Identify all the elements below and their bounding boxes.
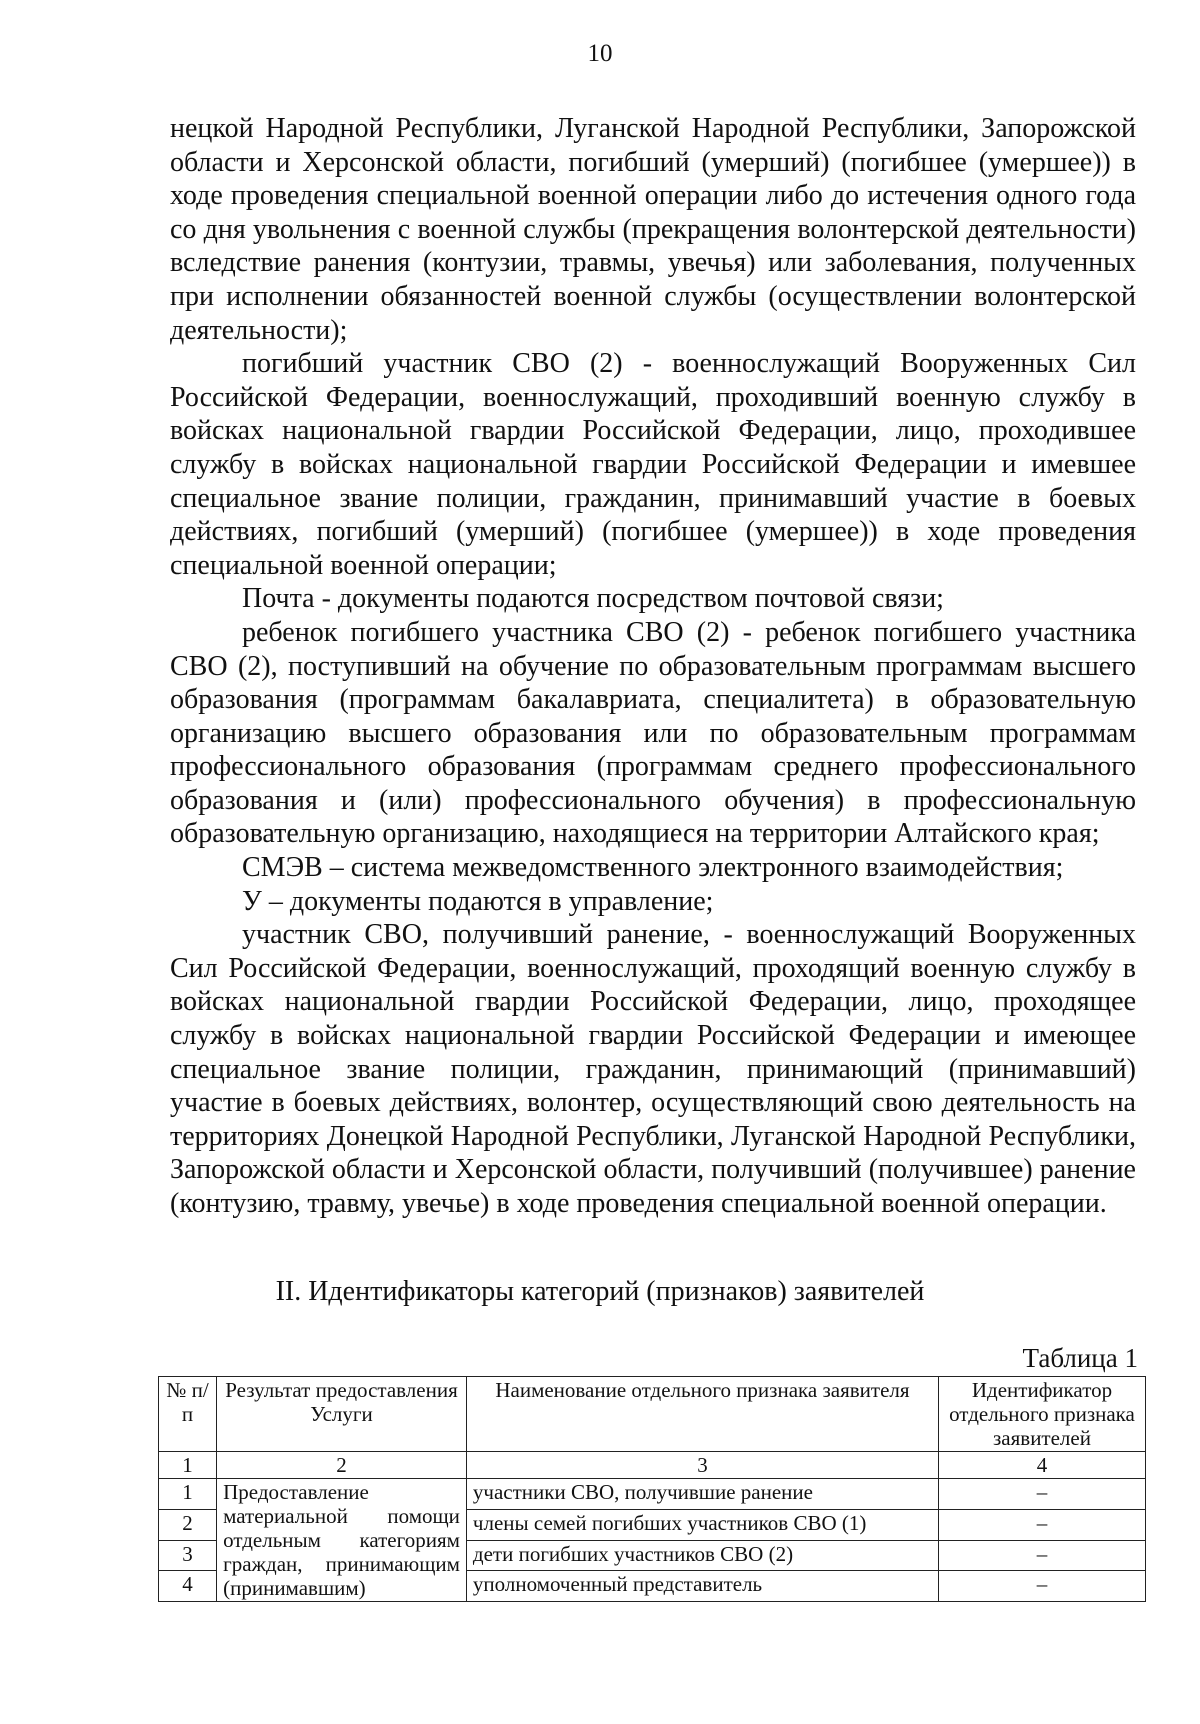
row-feature: дети погибших участников СВО (2) [466, 1540, 938, 1571]
paragraph-smev: СМЭВ – система межведомственного электронного взаимодействия; [242, 852, 1064, 884]
paragraph-post: Почта - документы подаются посредством почтовой связи; [242, 583, 944, 615]
row-num: 3 [159, 1540, 217, 1571]
table-row [159, 1479, 1146, 1510]
row-num: 1 [159, 1479, 217, 1510]
row-feature: участники СВО, получившие ранение [466, 1479, 938, 1510]
row-num: 2 [159, 1509, 217, 1540]
row-result-merged: Предоставление материальной помощи отдельным категориям граждан, принимающим (принимавшим) [217, 1479, 467, 1602]
header-feature: Наименование отдельного признака заявителя [466, 1377, 938, 1452]
row-identifier: – [938, 1479, 1145, 1510]
paragraph-u: У – документы подаются в управление; [242, 885, 714, 917]
column-number: 3 [466, 1452, 938, 1479]
definitions-text [170, 112, 1136, 1221]
paragraph-deceased-participant: погибший участник СВО (2) - военнослужащий Вооруженных Сил Российской Федерации, военнослужащий, проходивший военную службу в войсках национальной гвардии Российской Федерации, лицо, проходившее службу в войсках национальной гвардии Российской Федерации и имевшее специальное звание полиции, гражданин, принимавший участие в боевых действиях, погибший (умерший) (погибшее (умершее)) в ходе проведения специальной военной операции; [170, 348, 1136, 581]
row-feature: члены семей погибших участников СВО (1) [466, 1509, 938, 1540]
table-header-row [159, 1377, 1146, 1452]
table-caption: Таблица 1 [1022, 1343, 1138, 1373]
identifiers-table [158, 1376, 1146, 1602]
page-number: 10 [587, 40, 613, 67]
paragraph-wounded-participant: участник СВО, получивший ранение, - военнослужащий Вооруженных Сил Российской Федерации, военнослужащий, проходящий военную службу в войсках национальной гвардии Российской Федерации, лицо, проходящее службу в войсках национальной гвардии Российской Федерации и имеющее специальное звание полиции, гражданин, принимающий (принимавший) участие в боевых действиях, волонтер, осуществляющий свою деятельность на территориях Донецкой Народной Республики, Луганской Народной Республики, Запорожской области и Херсонской области, получивший (получившее) ранение (контузию, травму, увечье) в ходе проведения специальной военной операции. [170, 919, 1136, 1219]
section-heading: II. Идентификаторы категорий (признаков) заявителей [275, 1276, 925, 1307]
column-number: 4 [938, 1452, 1145, 1479]
column-number: 1 [159, 1452, 217, 1479]
row-feature: уполномоченный представитель [466, 1571, 938, 1602]
paragraph-child: ребенок погибшего участника СВО (2) - ребенок погибшего участника СВО (2), поступивший на обучение по образовательным программам высшего образования (программам бакалавриата, специалитета) в образовательную организацию высшего образования или по образовательным программам профессионального образования (программам среднего профессионального образования и (или) профессионального обучения) в профессиональную образовательную организацию, находящиеся на территории Алтайского края; [170, 616, 1136, 850]
row-num: 4 [159, 1571, 217, 1602]
column-number: 2 [217, 1452, 467, 1479]
row-identifier: – [938, 1540, 1145, 1571]
header-identifier: Идентификатор отдельного признака заявителей [938, 1377, 1145, 1452]
row-identifier: – [938, 1571, 1145, 1602]
header-result: Результат предоставления Услуги [217, 1377, 467, 1452]
header-num: № п/п [159, 1377, 217, 1452]
paragraph-continuation: нецкой Народной Республики, Луганской Народной Республики, Запорожской области и Херсонской области, погибший (умерший) (погибшее (умершее)) в ходе проведения специальной военной операции либо до истечения одного года со дня увольнения с военной службы (прекращения волонтерской деятельности) вследствие ранения (контузии, травмы, увечья) или заболевания, полученных при исполнении обязанностей военной службы (осуществлении волонтерской деятельности); [170, 113, 1136, 346]
row-identifier: – [938, 1509, 1145, 1540]
table-column-numbers-row [159, 1452, 1146, 1479]
